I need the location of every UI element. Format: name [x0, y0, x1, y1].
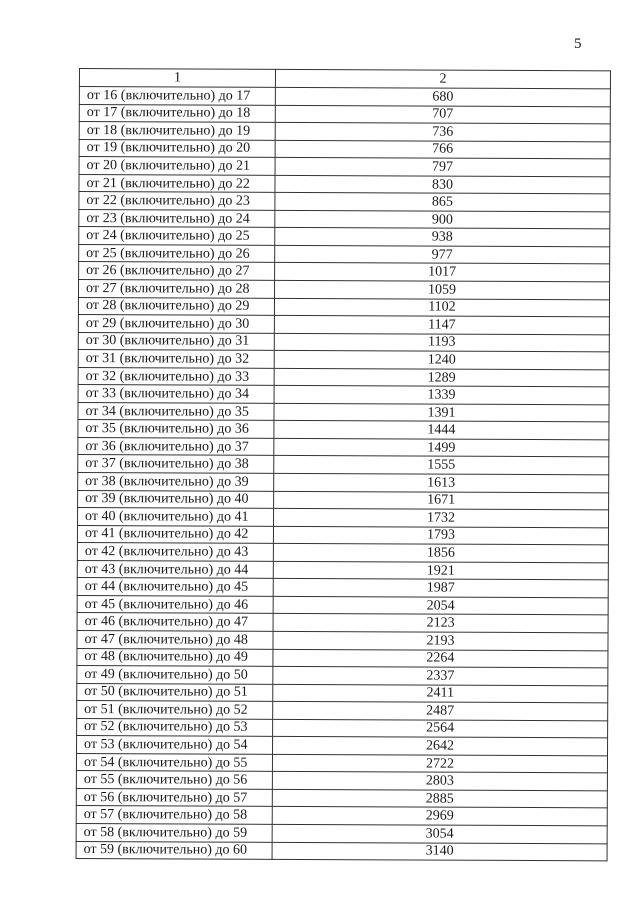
table-row [78, 367, 609, 387]
range-cell: от 30 (включительно) до 31 [78, 332, 274, 350]
range-cell: от 48 (включительно) до 49 [77, 648, 273, 666]
value-cell: 2193 [273, 631, 608, 650]
table-row [79, 104, 610, 124]
range-cell: от 47 (включительно) до 48 [77, 630, 273, 648]
range-cell: от 34 (включительно) до 35 [78, 402, 274, 420]
table-row [79, 280, 610, 300]
table-row [79, 174, 610, 194]
range-cell: от 29 (включительно) до 30 [78, 315, 274, 333]
value-cell: 1613 [274, 473, 609, 492]
range-cell: от 43 (включительно) до 44 [77, 560, 273, 578]
table-row [79, 262, 610, 282]
value-cell: 1921 [273, 561, 608, 580]
range-cell: от 21 (включительно) до 22 [79, 174, 275, 192]
range-cell: от 32 (включительно) до 33 [78, 367, 274, 385]
range-cell: от 31 (включительно) до 32 [78, 350, 274, 368]
column-header-2: 2 [275, 69, 610, 88]
value-cell: 2642 [273, 737, 608, 756]
value-cell: 1339 [274, 386, 609, 405]
table-row [77, 595, 608, 615]
range-cell: от 58 (включительно) до 59 [76, 823, 272, 841]
value-cell: 1444 [274, 421, 609, 440]
table-row [78, 385, 609, 405]
value-cell: 707 [275, 105, 610, 124]
range-cell: от 53 (включительно) до 54 [77, 736, 273, 754]
table-row [77, 525, 608, 545]
table-row [79, 122, 610, 142]
table-row [78, 297, 609, 317]
value-cell: 1671 [274, 491, 609, 510]
value-cell: 2411 [273, 684, 608, 703]
value-cell: 1793 [273, 526, 608, 545]
value-cell: 1059 [274, 280, 609, 299]
range-cell: от 50 (включительно) до 51 [77, 683, 273, 701]
range-cell: от 17 (включительно) до 18 [79, 104, 275, 122]
range-cell: от 51 (включительно) до 52 [77, 701, 273, 719]
range-cell: от 27 (включительно) до 28 [79, 280, 275, 298]
range-cell: от 24 (включительно) до 25 [79, 227, 275, 245]
table-row [77, 630, 608, 650]
table-row [79, 244, 610, 264]
table-row [77, 666, 608, 686]
value-cell: 1856 [273, 544, 608, 563]
range-cell: от 20 (включительно) до 21 [79, 157, 275, 175]
range-cell: от 57 (включительно) до 58 [76, 806, 272, 824]
range-cell: от 33 (включительно) до 34 [78, 385, 274, 403]
value-cell: 1102 [274, 298, 609, 317]
value-cell: 3054 [272, 824, 607, 843]
range-cell: от 46 (включительно) до 47 [77, 613, 273, 631]
range-cell: от 54 (включительно) до 55 [76, 753, 272, 771]
table-row [76, 841, 607, 861]
table-row [78, 455, 609, 475]
value-cell: 2803 [272, 772, 607, 791]
value-cell: 938 [275, 228, 610, 247]
value-cell: 680 [275, 87, 610, 106]
range-cell: от 52 (включительно) до 53 [77, 718, 273, 736]
table-row [77, 701, 608, 721]
range-cell: от 16 (включительно) до 17 [79, 87, 275, 105]
value-cell: 1017 [275, 263, 610, 282]
range-cell: от 36 (включительно) до 37 [78, 437, 274, 455]
table-row [78, 332, 609, 352]
range-cell: от 38 (включительно) до 39 [78, 473, 274, 491]
range-cell: от 35 (включительно) до 36 [78, 420, 274, 438]
value-cell: 2264 [273, 649, 608, 668]
table-row [79, 157, 610, 177]
table-row [79, 87, 610, 107]
range-cell: от 37 (включительно) до 38 [78, 455, 274, 473]
table-row [79, 209, 610, 229]
range-cell: от 41 (включительно) до 42 [77, 525, 273, 543]
range-cell: от 56 (включительно) до 57 [76, 788, 272, 806]
value-cell: 1289 [274, 368, 609, 387]
value-cell: 2054 [273, 596, 608, 615]
table-row [77, 613, 608, 633]
column-header-1: 1 [79, 69, 275, 88]
range-cell: от 45 (включительно) до 46 [77, 595, 273, 613]
table-row [76, 753, 607, 773]
value-cell: 865 [275, 193, 610, 212]
table-row [77, 543, 608, 563]
table-row [78, 490, 609, 510]
data-table [76, 68, 611, 861]
value-cell: 2722 [272, 754, 607, 773]
value-cell: 1391 [274, 403, 609, 422]
table-row [76, 806, 607, 826]
value-cell: 797 [275, 158, 610, 177]
range-cell: от 23 (включительно) до 24 [79, 209, 275, 227]
table-row [76, 823, 607, 843]
table-row [78, 437, 609, 457]
table-row [77, 578, 608, 598]
table-row [76, 788, 607, 808]
value-cell: 736 [275, 122, 610, 141]
table-container [76, 68, 610, 861]
page-number: 5 [574, 36, 582, 52]
table-row [77, 648, 608, 668]
table-row [78, 350, 609, 370]
value-cell: 2337 [273, 666, 608, 685]
range-cell: от 25 (включительно) до 26 [79, 244, 275, 262]
table-row [78, 473, 609, 493]
range-cell: от 19 (включительно) до 20 [79, 139, 275, 157]
value-cell: 1555 [274, 456, 609, 475]
range-cell: от 18 (включительно) до 19 [79, 122, 275, 140]
table-row [79, 192, 610, 212]
range-cell: от 55 (включительно) до 56 [76, 771, 272, 789]
value-cell: 1240 [274, 351, 609, 370]
value-cell: 2564 [273, 719, 608, 738]
table-row [78, 420, 609, 440]
range-cell: от 22 (включительно) до 23 [79, 192, 275, 210]
value-cell: 1147 [274, 315, 609, 334]
value-cell: 1987 [273, 579, 608, 598]
table-row [77, 718, 608, 738]
value-cell: 1193 [274, 333, 609, 352]
range-cell: от 49 (включительно) до 50 [77, 666, 273, 684]
table-row [77, 560, 608, 580]
range-cell: от 39 (включительно) до 40 [78, 490, 274, 508]
table-header-row [79, 69, 610, 89]
range-cell: от 44 (включительно) до 45 [77, 578, 273, 596]
value-cell: 1499 [274, 438, 609, 457]
table-row [78, 315, 609, 335]
value-cell: 2123 [273, 614, 608, 633]
value-cell: 1732 [274, 508, 609, 527]
value-cell: 3140 [272, 842, 607, 861]
table-row [79, 227, 610, 247]
table-row [78, 508, 609, 528]
range-cell: от 40 (включительно) до 41 [78, 508, 274, 526]
value-cell: 2885 [272, 789, 607, 808]
range-cell: от 42 (включительно) до 43 [77, 543, 273, 561]
range-cell: от 28 (включительно) до 29 [78, 297, 274, 315]
value-cell: 977 [275, 245, 610, 264]
value-cell: 900 [275, 210, 610, 229]
table-row [77, 736, 608, 756]
table-row [76, 771, 607, 791]
table-row [77, 683, 608, 703]
table-row [78, 402, 609, 422]
value-cell: 830 [275, 175, 610, 194]
value-cell: 2969 [272, 807, 607, 826]
value-cell: 2487 [273, 701, 608, 720]
range-cell: от 59 (включительно) до 60 [76, 841, 272, 859]
table-row [79, 139, 610, 159]
table-body [76, 87, 610, 861]
range-cell: от 26 (включительно) до 27 [79, 262, 275, 280]
value-cell: 766 [275, 140, 610, 159]
